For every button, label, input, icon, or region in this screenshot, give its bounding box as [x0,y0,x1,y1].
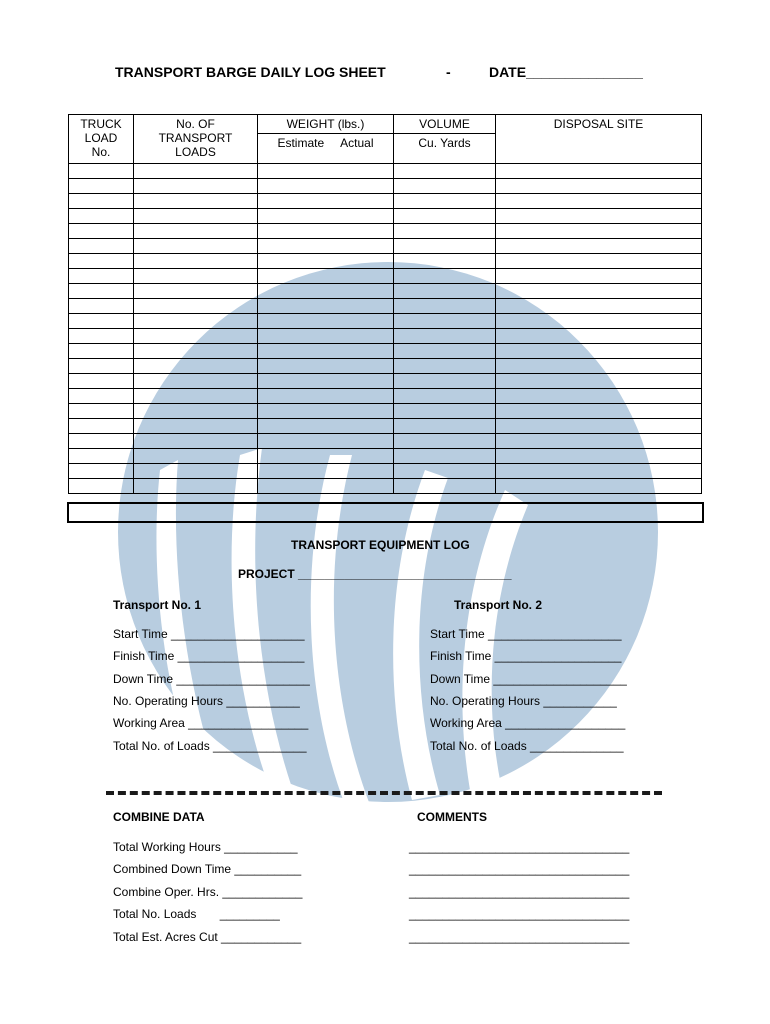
table-cell[interactable] [69,359,134,374]
table-cell[interactable] [69,194,134,209]
table-row [69,299,702,314]
table-cell[interactable] [258,239,394,254]
table-row [69,254,702,269]
table-cell[interactable] [496,464,702,479]
project-field[interactable]: PROJECT ________________________________ [238,567,512,581]
table-row [69,179,702,194]
table-cell[interactable] [394,479,496,494]
table-cell[interactable] [394,374,496,389]
table-cell[interactable] [496,284,702,299]
table-cell[interactable] [134,179,258,194]
table-cell[interactable] [496,359,702,374]
table-total-box[interactable] [67,502,704,523]
table-row [69,329,702,344]
table-cell[interactable] [496,269,702,284]
combine-data-heading: COMBINE DATA [113,810,205,824]
table-cell[interactable] [134,164,258,179]
table-cell[interactable] [496,254,702,269]
table-cell[interactable] [69,404,134,419]
table-cell[interactable] [496,419,702,434]
table-cell[interactable] [394,449,496,464]
comment-line[interactable]: _________________________________ [409,840,630,854]
table-cell[interactable] [496,449,702,464]
total-working-hours[interactable]: Total Working Hours ___________ [113,840,298,854]
table-cell[interactable] [258,179,394,194]
transport-2-heading: Transport No. 2 [454,598,543,612]
t1-working-area[interactable]: Working Area __________________ [113,716,309,730]
table-cell[interactable] [258,419,394,434]
weight-estimate-label: Estimate [277,136,325,150]
t1-down-time[interactable]: Down Time ____________________ [113,672,310,686]
weight-actual-label: Actual [340,136,374,150]
table-cell[interactable] [394,359,496,374]
col-weight: WEIGHT (lbs.) Estimate Actual [258,115,394,164]
equipment-log-title: TRANSPORT EQUIPMENT LOG [291,538,470,552]
table-cell[interactable] [258,479,394,494]
t2-finish-time[interactable]: Finish Time ___________________ [430,649,622,663]
table-cell[interactable] [496,299,702,314]
t2-working-area[interactable]: Working Area __________________ [430,716,626,730]
table-row [69,449,702,464]
table-cell[interactable] [394,419,496,434]
table-row [69,389,702,404]
table-cell[interactable] [258,434,394,449]
table-cell[interactable] [134,224,258,239]
table-cell[interactable] [496,194,702,209]
table-cell[interactable] [496,389,702,404]
table-cell[interactable] [134,299,258,314]
table-row [69,314,702,329]
table-row [69,269,702,284]
t1-total-loads[interactable]: Total No. of Loads ______________ [113,739,307,753]
table-cell[interactable] [258,254,394,269]
table-cell[interactable] [394,389,496,404]
table-cell[interactable] [258,449,394,464]
t2-operating-hours[interactable]: No. Operating Hours ___________ [430,694,617,708]
comment-line[interactable]: _________________________________ [409,907,630,921]
transport-1-heading: Transport No. 1 [113,598,202,612]
t2-total-loads[interactable]: Total No. of Loads ______________ [430,739,624,753]
col-disposal-site: DISPOSAL SITE [496,115,702,164]
table-cell[interactable] [134,269,258,284]
table-row [69,479,702,494]
table-cell[interactable] [134,314,258,329]
comment-line[interactable]: _________________________________ [409,862,630,876]
total-no-loads[interactable]: Total No. Loads _________ [113,907,280,921]
table-cell[interactable] [394,254,496,269]
table-row [69,419,702,434]
table-cell[interactable] [134,404,258,419]
table-cell[interactable] [258,269,394,284]
table-cell[interactable] [496,329,702,344]
log-table [68,114,702,494]
table-cell[interactable] [258,344,394,359]
table-cell[interactable] [258,209,394,224]
table-cell[interactable] [496,479,702,494]
table-cell[interactable] [258,374,394,389]
table-cell[interactable] [134,239,258,254]
date-field[interactable]: DATE_______________ [489,64,643,80]
table-cell[interactable] [496,164,702,179]
comment-line[interactable]: _________________________________ [409,885,630,899]
table-cell[interactable] [69,179,134,194]
table-cell[interactable] [258,404,394,419]
table-cell[interactable] [69,389,134,404]
table-cell[interactable] [394,284,496,299]
table-cell[interactable] [258,299,394,314]
table-row [69,239,702,254]
table-row [69,434,702,449]
table-row [69,359,702,374]
table-cell[interactable] [394,179,496,194]
table-cell[interactable] [496,179,702,194]
col-truck-load: TRUCK LOAD No. [69,115,134,164]
combine-oper-hrs[interactable]: Combine Oper. Hrs. ____________ [113,885,303,899]
col-transport-loads: No. OF TRANSPORT LOADS [134,115,258,164]
table-cell[interactable] [496,314,702,329]
t2-start-time[interactable]: Start Time ____________________ [430,627,622,641]
table-cell[interactable] [394,299,496,314]
table-cell[interactable] [258,224,394,239]
table-cell[interactable] [69,299,134,314]
table-cell[interactable] [496,374,702,389]
table-cell[interactable] [394,404,496,419]
table-cell[interactable] [134,434,258,449]
dashed-divider [106,791,662,795]
table-row [69,284,702,299]
table-cell[interactable] [258,194,394,209]
table-cell[interactable] [69,164,134,179]
comment-line[interactable]: _________________________________ [409,930,630,944]
table-cell[interactable] [134,419,258,434]
table-row [69,224,702,239]
table-cell[interactable] [258,464,394,479]
table-cell[interactable] [496,224,702,239]
table-cell[interactable] [394,464,496,479]
table-cell[interactable] [496,344,702,359]
table-cell[interactable] [258,284,394,299]
table-row [69,374,702,389]
table-cell[interactable] [69,269,134,284]
table-cell[interactable] [258,389,394,404]
table-cell[interactable] [258,329,394,344]
table-cell[interactable] [69,209,134,224]
col-volume: VOLUME Cu. Yards [394,115,496,164]
table-cell[interactable] [134,479,258,494]
table-cell[interactable] [69,419,134,434]
table-cell[interactable] [69,224,134,239]
table-cell[interactable] [394,434,496,449]
table-cell[interactable] [258,164,394,179]
table-cell[interactable] [394,314,496,329]
table-cell[interactable] [394,194,496,209]
table-cell[interactable] [394,164,496,179]
t1-operating-hours[interactable]: No. Operating Hours ___________ [113,694,300,708]
table-row [69,194,702,209]
table-cell[interactable] [69,239,134,254]
table-cell[interactable] [134,449,258,464]
table-cell[interactable] [134,374,258,389]
total-est-acres-cut[interactable]: Total Est. Acres Cut ____________ [113,930,302,944]
table-cell[interactable] [134,329,258,344]
table-cell[interactable] [134,344,258,359]
table-cell[interactable] [496,434,702,449]
table-cell[interactable] [496,404,702,419]
t1-finish-time[interactable]: Finish Time ___________________ [113,649,305,663]
table-cell[interactable] [69,434,134,449]
table-cell[interactable] [69,329,134,344]
table-cell[interactable] [69,254,134,269]
sheet-title: TRANSPORT BARGE DAILY LOG SHEET [115,64,386,80]
table-row [69,404,702,419]
comments-heading: COMMENTS [417,810,487,824]
table-row [69,209,702,224]
table-cell[interactable] [134,194,258,209]
table-cell[interactable] [134,284,258,299]
table-cell[interactable] [258,359,394,374]
table-cell[interactable] [69,449,134,464]
table-cell[interactable] [394,239,496,254]
table-cell[interactable] [134,389,258,404]
table-cell[interactable] [134,254,258,269]
t1-start-time[interactable]: Start Time ____________________ [113,627,305,641]
table-cell[interactable] [69,374,134,389]
table-cell[interactable] [69,284,134,299]
table-row [69,164,702,179]
table-cell[interactable] [394,224,496,239]
table-cell[interactable] [134,209,258,224]
table-cell[interactable] [69,344,134,359]
table-cell[interactable] [134,464,258,479]
table-row [69,464,702,479]
table-cell[interactable] [496,209,702,224]
table-cell[interactable] [496,239,702,254]
table-cell[interactable] [394,209,496,224]
table-cell[interactable] [69,479,134,494]
combined-down-time[interactable]: Combined Down Time __________ [113,862,302,876]
table-cell[interactable] [394,344,496,359]
t2-down-time[interactable]: Down Time ____________________ [430,672,627,686]
table-cell[interactable] [69,314,134,329]
table-cell[interactable] [394,329,496,344]
table-cell[interactable] [394,269,496,284]
title-separator: - [446,64,451,80]
table-cell[interactable] [134,359,258,374]
table-header-row [69,115,702,164]
table-row [69,344,702,359]
table-cell[interactable] [258,314,394,329]
table-cell[interactable] [69,464,134,479]
